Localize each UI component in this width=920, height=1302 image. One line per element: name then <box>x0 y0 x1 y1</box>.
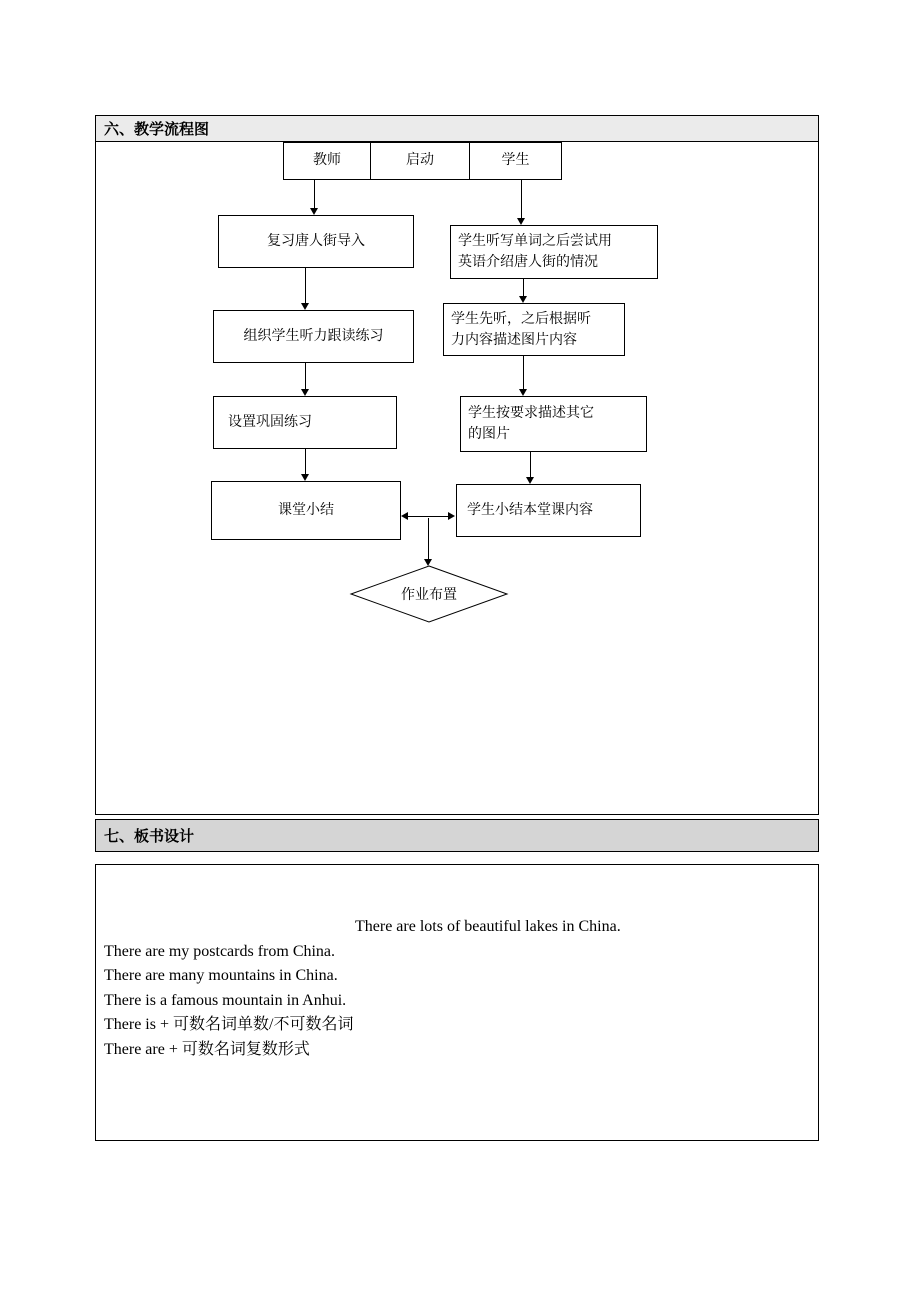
board-line: There are many mountains in China. <box>104 967 338 985</box>
section6-header <box>95 115 819 142</box>
flow-arrow-down <box>519 279 528 303</box>
board-line: There are my postcards from China. <box>104 942 336 960</box>
flow-double-arrow-head-right <box>448 512 455 520</box>
flow-double-arrow-line <box>408 516 448 517</box>
board-line: There is + 可数名词单数/不可数名词 <box>104 1016 354 1034</box>
flow-arrow-down <box>310 180 319 215</box>
board-line: There are + 可数名词复数形式 <box>104 1040 310 1058</box>
flow-top-cell-teacher: 教师 <box>283 142 371 180</box>
section7-title: 七、板书设计 <box>104 829 195 845</box>
flow-arrow-down <box>526 452 535 484</box>
flow-right-box-4: 学生小结本堂课内容 <box>456 484 641 537</box>
flow-left-box-4: 课堂小结 <box>211 481 401 540</box>
flow-top-row <box>283 142 562 180</box>
flow-right-box-3: 学生按要求描述其它 的图片 <box>460 396 647 452</box>
section6-title: 六、教学流程图 <box>104 122 210 138</box>
flow-right-box-1: 学生听写单词之后尝试用 英语介绍唐人街的情况 <box>450 225 658 279</box>
flow-arrow-down <box>517 180 526 225</box>
board-line: There is a famous mountain in Anhui. <box>104 991 347 1009</box>
flow-top-cell-start: 启动 <box>370 142 470 180</box>
flow-arrow-down <box>519 356 528 396</box>
section7-header <box>95 819 819 852</box>
flow-top-cell-student: 学生 <box>469 142 562 180</box>
flow-arrow-down <box>301 268 310 310</box>
flow-double-arrow-head-left <box>401 512 408 520</box>
flow-right-box-2: 学生先听，之后根据听 力内容描述图片内容 <box>443 303 625 356</box>
flow-arrow-down <box>301 449 310 481</box>
flow-left-box-1: 复习唐人街导入 <box>218 215 414 268</box>
board-design-content <box>96 865 818 1063</box>
flow-left-box-3: 设置巩固练习 <box>213 396 397 449</box>
flow-left-box-2: 组织学生听力跟读练习 <box>213 310 414 363</box>
board-line: There are lots of beautiful lakes in China. <box>355 918 621 935</box>
flow-arrow-down <box>424 518 433 566</box>
board-design-box <box>95 864 819 1141</box>
flow-arrow-down <box>301 363 310 396</box>
flow-diamond-label: 作业布置 <box>401 588 457 603</box>
